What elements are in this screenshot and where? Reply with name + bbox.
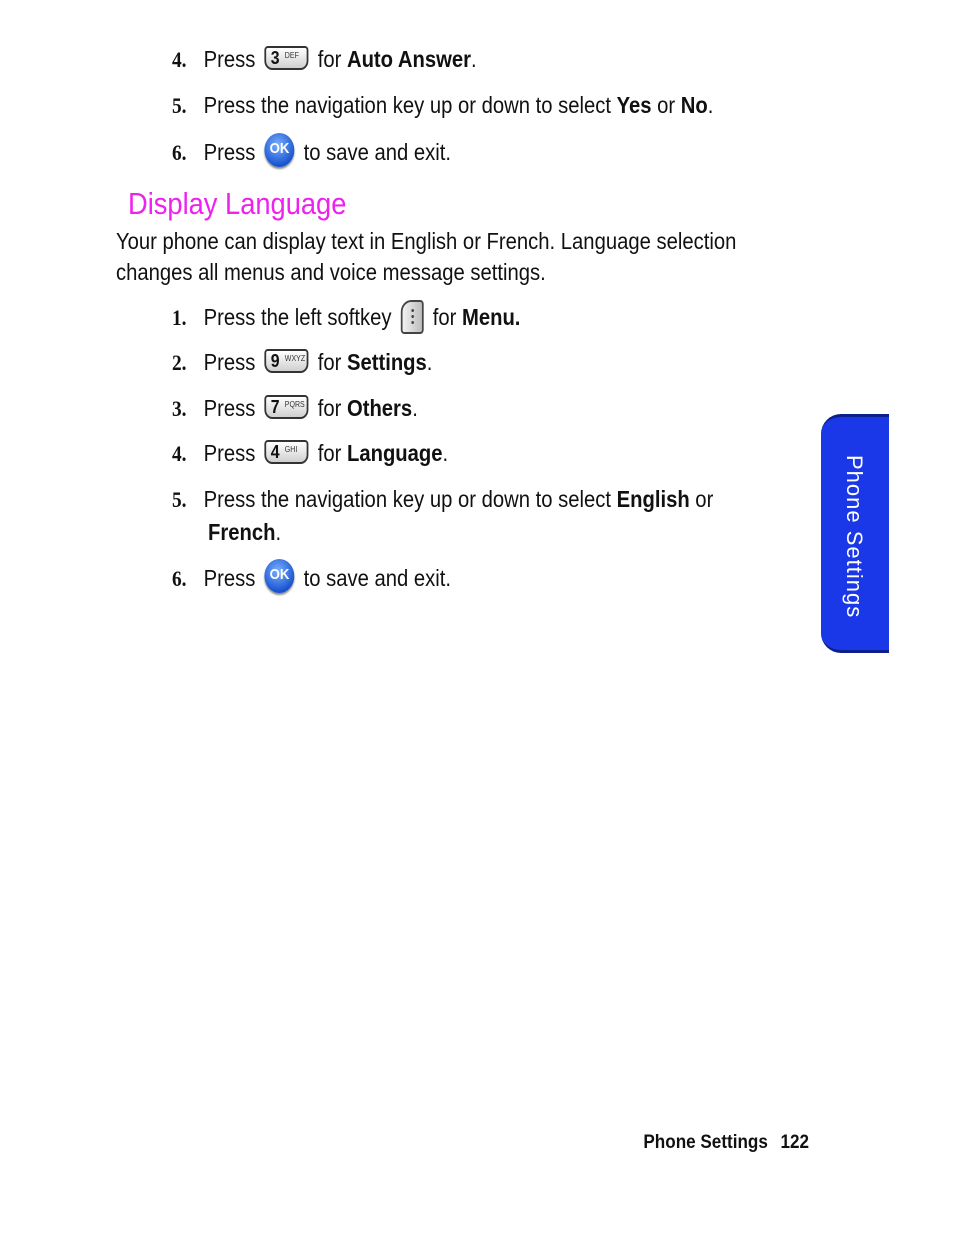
key-3-icon: 3 DEF: [265, 46, 309, 70]
side-tab-phone-settings: [821, 414, 889, 653]
section-heading: Display Language: [128, 186, 347, 221]
step-5-continuation: French.: [208, 519, 282, 545]
step-6-save-exit: 6. Press OK to save and exit.: [172, 137, 451, 171]
key-7-icon: 7 PQRS: [265, 395, 309, 419]
step-1-menu: 1. Press the left softkey for Menu.: [172, 302, 520, 336]
step-3-others: 3. Press 7 PQRS for Others.: [172, 395, 418, 421]
footer-section: Phone Settings: [643, 1132, 768, 1153]
step-4-auto-answer: 4. Press 3 DEF for Auto Answer.: [172, 46, 477, 72]
page-footer: [643, 1132, 809, 1154]
step-5-select-language: 5. Press the navigation key up or down to select English or: [172, 486, 714, 512]
intro-paragraph: Your phone can display text in English or French. Language selection changes all menus and voice message settings.: [116, 228, 737, 285]
side-tab-label: Phone Settings: [842, 455, 867, 619]
step-2-settings: 2. Press 9 WXYZ for Settings.: [172, 349, 433, 375]
step-5-select-yes-no: 5. Press the navigation key up or down to select Yes or No.: [172, 92, 714, 118]
key-4-icon: 4 GHI: [265, 440, 309, 464]
left-softkey-icon: [401, 300, 424, 334]
key-9-icon: 9 WXYZ: [265, 349, 309, 373]
page-number: 122: [780, 1132, 809, 1153]
step-4-language: 4. Press 4 GHI for Language.: [172, 440, 449, 466]
step-6-save-exit-language: 6. Press OK to save and exit.: [172, 563, 451, 597]
ok-key-icon: OK: [265, 133, 295, 167]
ok-key-icon: OK: [265, 559, 295, 593]
